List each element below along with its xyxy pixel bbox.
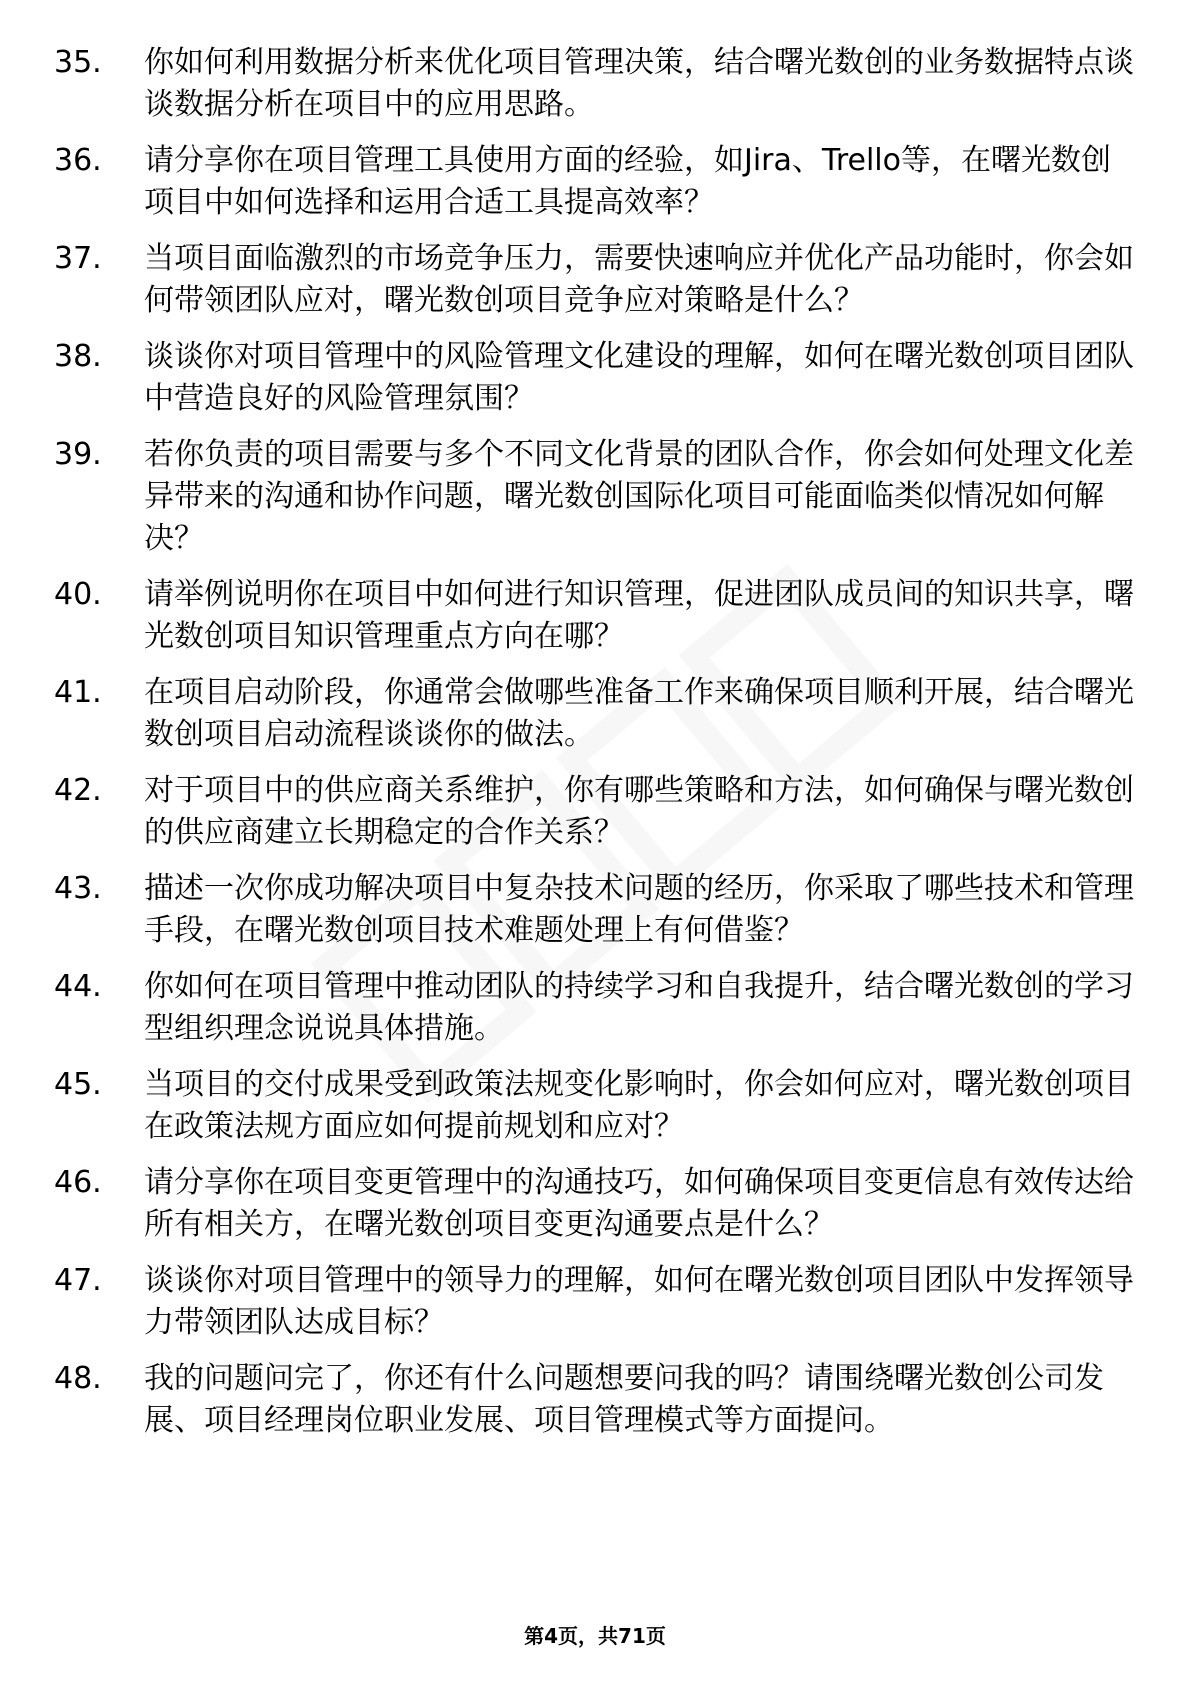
question-text: 我的问题问完了，你还有什么问题想要问我的吗？请围绕曙光数创公司发展、项目经理岗位职业发展、项目管理模式等方面提问。 [144,1361,1104,1438]
list-item [54,574,1134,658]
list-item [54,770,1134,854]
list-item [54,672,1134,756]
question-text: 描述一次你成功解决项目中复杂技术问题的经历，你采取了哪些技术和管理手段，在曙光数创项目技术难题处理上有何借鉴？ [144,871,1134,948]
question-number: 42. [54,773,102,808]
question-text: 当项目的交付成果受到政策法规变化影响时，你会如何应对，曙光数创项目在政策法规方面应如何提前规划和应对？ [144,1067,1134,1144]
question-number: 38. [54,339,102,374]
question-text: 在项目启动阶段，你通常会做哪些准备工作来确保项目顺利开展，结合曙光数创项目启动流程谈谈你的做法。 [144,675,1134,752]
question-text: 谈谈你对项目管理中的领导力的理解，如何在曙光数创项目团队中发挥领导力带领团队达成目标？ [144,1263,1134,1340]
question-number: 44. [54,969,102,1004]
question-number: 43. [54,871,102,906]
list-item [54,1358,1134,1442]
question-text: 当项目面临激烈的市场竞争压力，需要快速响应并优化产品功能时，你会如何带领团队应对，曙光数创项目竞争应对策略是什么？ [144,241,1134,318]
question-number: 46. [54,1165,102,1200]
question-number: 48. [54,1361,102,1396]
question-number: 45. [54,1067,102,1102]
question-text: 请举例说明你在项目中如何进行知识管理，促进团队成员间的知识共享，曙光数创项目知识管理重点方向在哪？ [144,577,1134,654]
list-item [54,1260,1134,1344]
list-item [54,1162,1134,1246]
list-item [54,868,1134,952]
question-text: 对于项目中的供应商关系维护，你有哪些策略和方法，如何确保与曙光数创的供应商建立长期稳定的合作关系？ [144,773,1134,850]
question-number: 35. [54,45,102,80]
question-text: 你如何在项目管理中推动团队的持续学习和自我提升，结合曙光数创的学习型组织理念说说具体措施。 [144,969,1134,1046]
list-item [54,238,1134,322]
question-number: 39. [54,437,102,472]
question-text: 请分享你在项目管理工具使用方面的经验，如Jira、Trello等，在曙光数创项目中如何选择和运用合适工具提高效率？ [144,143,1111,220]
page-footer [0,1622,1190,1650]
list-item [54,336,1134,420]
question-text: 你如何利用数据分析来优化项目管理决策，结合曙光数创的业务数据特点谈谈数据分析在项目中的应用思路。 [144,45,1134,122]
page-number-label: 第4页，共71页 [524,1624,666,1648]
question-number: 40. [54,577,102,612]
list-item [54,434,1134,560]
list-item [54,140,1134,224]
list-item [54,966,1134,1050]
question-text: 请分享你在项目变更管理中的沟通技巧，如何确保项目变更信息有效传达给所有相关方，在曙光数创项目变更沟通要点是什么？ [144,1165,1134,1242]
list-item [54,42,1134,126]
question-list [54,42,1134,1456]
question-text: 若你负责的项目需要与多个不同文化背景的团队合作，你会如何处理文化差异带来的沟通和协作问题，曙光数创国际化项目可能面临类似情况如何解决？ [144,437,1134,556]
list-item [54,1064,1134,1148]
question-number: 41. [54,675,102,710]
question-number: 47. [54,1263,102,1298]
question-number: 37. [54,241,102,276]
question-text: 谈谈你对项目管理中的风险管理文化建设的理解，如何在曙光数创项目团队中营造良好的风险管理氛围？ [144,339,1134,416]
question-number: 36. [54,143,102,178]
